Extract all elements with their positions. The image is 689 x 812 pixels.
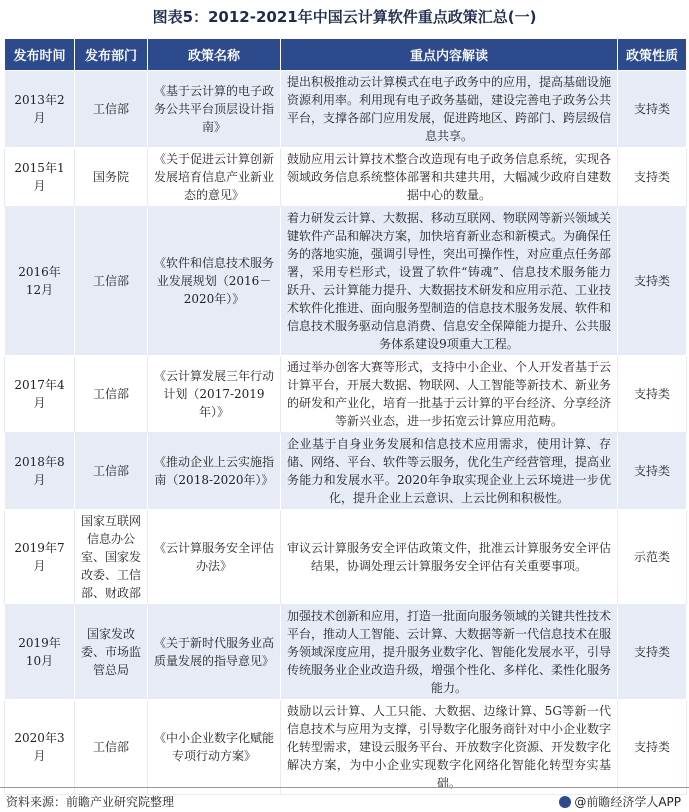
cell-nature: 支持类	[618, 700, 687, 795]
table-row	[5, 356, 687, 433]
table-row	[5, 510, 687, 605]
policy-table	[4, 38, 687, 795]
cell-content: 企业基于自身业务发展和信息技术应用需求，使用计算、存储、网络、平台、软件等云服务，优化生产经营管理，提高业务能力和发展水平。2020年争取实现企业上云环境进一步优化，提升企业上云意识、上云比例和积极性。	[281, 433, 618, 510]
cell-dept: 工信部	[75, 700, 148, 795]
cell-policy-name: 《软件和信息技术服务业发展规划（2016－2020年）》	[148, 207, 281, 356]
cell-dept: 工信部	[75, 433, 148, 510]
table-row	[5, 71, 687, 148]
cell-nature: 支持类	[618, 605, 687, 700]
cell-policy-name: 《基于云计算的电子政务公共平台顶层设计指南》	[148, 71, 281, 148]
table-row	[5, 605, 687, 700]
cell-date: 2019年7月	[5, 510, 75, 605]
brand-label: @前瞻经济学人APP	[574, 795, 681, 809]
cell-date: 2019年10月	[5, 605, 75, 700]
cell-dept: 工信部	[75, 71, 148, 148]
cell-content: 加强技术创新和应用，打造一批面向服务领域的关键共性技术平台，推动人工智能、云计算、大数据等新一代信息技术在服务领域深度应用，提升服务业数字化、智能化发展水平，引导传统服务业企业改造升级，增强个性化、多样化、柔性化服务能力。	[281, 605, 618, 700]
cell-dept: 工信部	[75, 207, 148, 356]
column-header-content: 重点内容解读	[281, 39, 618, 71]
cell-date: 2018年8月	[5, 433, 75, 510]
brand-logo-icon	[559, 796, 571, 808]
cell-dept: 国务院	[75, 148, 148, 207]
cell-dept: 工信部	[75, 356, 148, 433]
cell-date: 2015年1月	[5, 148, 75, 207]
cell-policy-name: 《关于新时代服务业高质量发展的指导意见》	[148, 605, 281, 700]
table-row	[5, 207, 687, 356]
cell-policy-name: 《中小企业数字化赋能专项行动方案》	[148, 700, 281, 795]
table-row	[5, 148, 687, 207]
cell-date: 2017年4月	[5, 356, 75, 433]
table-row	[5, 433, 687, 510]
cell-date: 2013年2月	[5, 71, 75, 148]
brand-credit	[559, 793, 681, 810]
page-title: 图表5：2012-2021年中国云计算软件重点政策汇总(一)	[152, 8, 537, 26]
cell-content: 鼓励应用云计算技术整合改造现有电子政务信息系统，实现各领域政务信息系统整体部署和共建共用，大幅减少政府自建数据中心的数量。	[281, 148, 618, 207]
cell-content: 通过举办创客大赛等形式，支持中小企业、个人开发者基于云计算平台，开展大数据、物联网、人工智能等新技术、新业务的研发和产业化，培育一批基于云计算的平台经济、分享经济等新兴业态，进一步拓宽云计算应用范畴。	[281, 356, 618, 433]
cell-date: 2020年3月	[5, 700, 75, 795]
cell-nature: 支持类	[618, 433, 687, 510]
cell-policy-name: 《云计算服务安全评估办法》	[148, 510, 281, 605]
column-header-dept: 发布部门	[75, 39, 148, 71]
cell-nature: 支持类	[618, 207, 687, 356]
cell-content: 鼓励以云计算、人工只能、大数据、边缘计算、5G等新一代信息技术与应用为支撑，引导数字化服务商针对中小企业数字化转型需求，建设云服务平台、开放数字化资源、开发数字化解决方案，为中小企业实现数字化网络化智能化转型夯实基础。	[281, 700, 618, 795]
source-note: 资料来源：前瞻产业研究院整理	[6, 795, 175, 809]
cell-nature: 支持类	[618, 356, 687, 433]
column-header-name: 政策名称	[148, 39, 281, 71]
cell-policy-name: 《推动企业上云实施指南（2018-2020年）》	[148, 433, 281, 510]
cell-content: 提出积极推动云计算模式在电子政务中的应用，提高基础设施资源利用率。利用现有电子政务基础，建设完善电子政务公共平台，支撑各部门应用发展，促进跨地区、跨部门、跨层级信息共享。	[281, 71, 618, 148]
footer	[0, 787, 689, 812]
cell-nature: 支持类	[618, 148, 687, 207]
cell-content: 审议云计算服务安全评估政策文件，批准云计算服务安全评估结果，协调处理云计算服务安全评估有关重要事项。	[281, 510, 618, 605]
cell-content: 着力研发云计算、大数据、移动互联网、物联网等新兴领域关键软件产品和解决方案，加快培育新业态和新模式。为确保任务的落地实施，强调引导性，突出可操作性，对应重点任务部署，采用专栏形式，设置了软件“铸魂”、信息技术服务能力跃升、云计算能力提升、大数据技术研发和应用示范、工业技术软件化推进、面向服务型制造的信息技术服务发展、软件和信息技术服务驱动信息消费、信息安全保障能力提升、公共服务体系建设9项重大工程。	[281, 207, 618, 356]
column-header-date: 发布时间	[5, 39, 75, 71]
table-row	[5, 700, 687, 795]
cell-nature: 支持类	[618, 71, 687, 148]
column-header-nature: 政策性质	[618, 39, 687, 71]
cell-dept: 国家发改委、市场监管总局	[75, 605, 148, 700]
table-header-row	[5, 39, 687, 71]
cell-policy-name: 《关于促进云计算创新发展培育信息产业新业态的意见》	[148, 148, 281, 207]
cell-dept: 国家互联网信息办公室、国家发改委、工信部、财政部	[75, 510, 148, 605]
cell-date: 2016年12月	[5, 207, 75, 356]
cell-nature: 示范类	[618, 510, 687, 605]
cell-policy-name: 《云计算发展三年行动计划（2017-2019年）》	[148, 356, 281, 433]
